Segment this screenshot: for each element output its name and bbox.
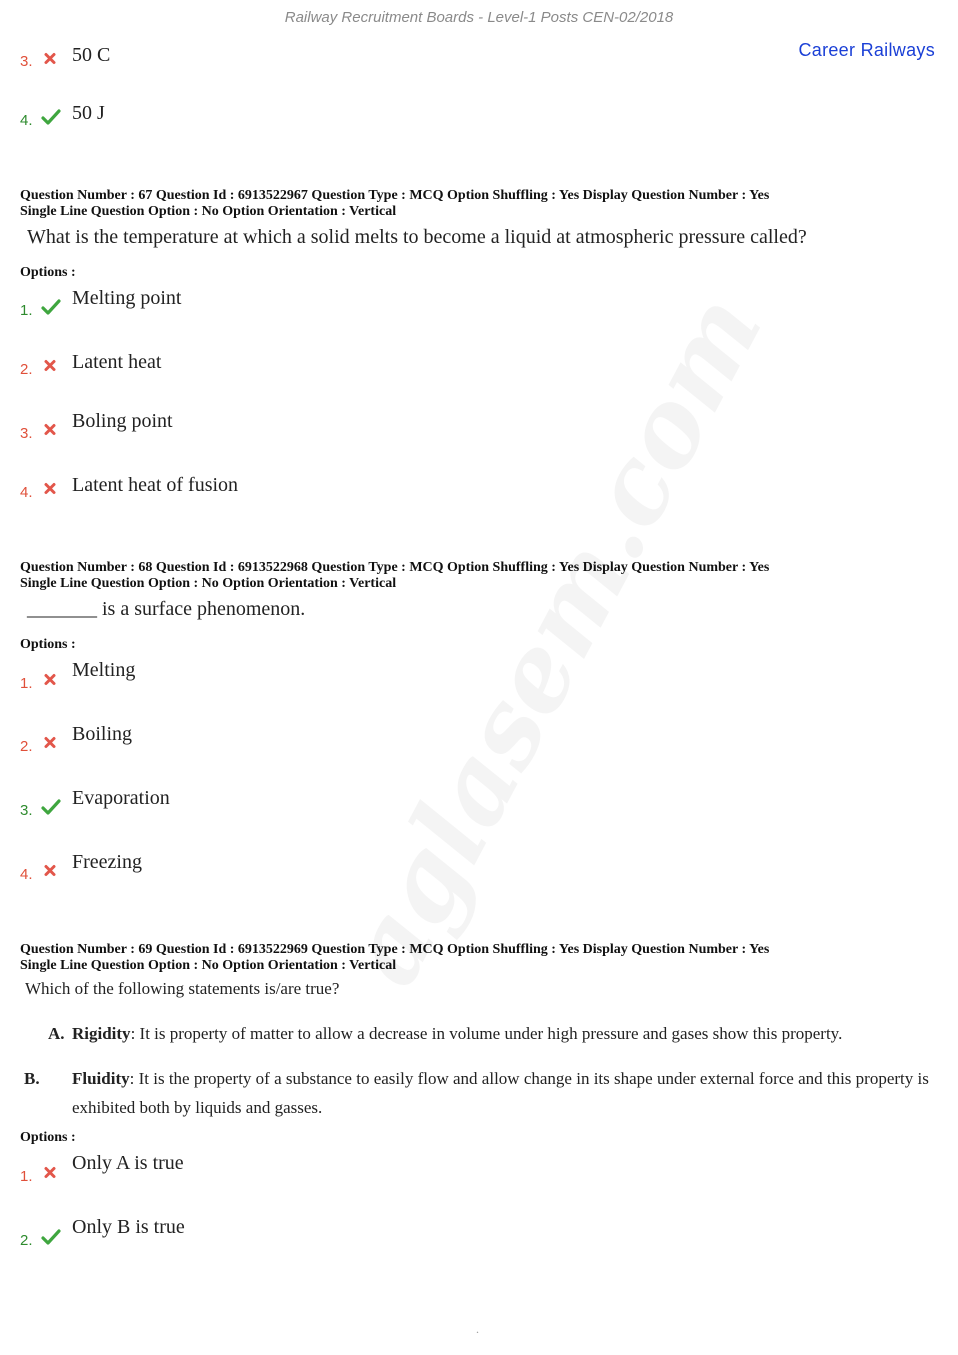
statement-body: : It is the property of a substance to easily flow and allow change in its shape under external force and this property is exhibited both by liquids and gasses. xyxy=(72,1069,929,1117)
options-label: Options : xyxy=(20,637,76,652)
question-meta-line2: Single Line Question Option : No Option Orientation : Vertical xyxy=(20,958,397,973)
option-text: Boling point xyxy=(72,410,173,432)
footer-mark: . xyxy=(476,1322,479,1336)
cross-icon xyxy=(41,1165,61,1181)
option-text: Melting point xyxy=(72,287,182,309)
question-text: _______ is a surface phenomenon. xyxy=(27,598,306,620)
option-text: 50 J xyxy=(72,102,105,124)
option-text: Latent heat xyxy=(72,351,162,373)
options-label: Options : xyxy=(20,1130,76,1145)
cross-icon xyxy=(41,735,61,751)
option-number: 2. xyxy=(20,738,33,755)
watermark xyxy=(320,399,720,1004)
page-header-title: Railway Recruitment Boards - Level-1 Posts CEN-02/2018 xyxy=(284,9,674,26)
question-meta-line1: Question Number : 69 Question Id : 6913522969 Question Type : MCQ Option Shuffling : Yes Display Question Number : Yes xyxy=(20,942,770,957)
cross-icon xyxy=(41,672,61,688)
option-number: 2. xyxy=(20,1232,33,1249)
statement-b xyxy=(24,1064,938,1122)
option-number: 4. xyxy=(20,484,33,501)
option-text: Only A is true xyxy=(72,1152,184,1174)
option-text: Latent heat of fusion xyxy=(72,474,239,496)
cross-icon xyxy=(41,422,61,438)
check-icon xyxy=(41,299,61,315)
option-text: Only B is true xyxy=(72,1216,185,1238)
cross-icon xyxy=(41,51,61,67)
statement-term: Rigidity xyxy=(72,1024,131,1043)
option-text: Melting xyxy=(72,659,136,681)
cross-icon xyxy=(41,863,61,879)
statement-label: A. xyxy=(48,1024,65,1043)
question-meta-line1: Question Number : 68 Question Id : 6913522968 Question Type : MCQ Option Shuffling : Yes Display Question Number : Yes xyxy=(20,560,770,575)
check-icon xyxy=(41,1229,61,1245)
option-text: Boiling xyxy=(72,723,133,745)
statement-body: : It is property of matter to allow a decrease in volume under high pressure and gases show this property. xyxy=(130,1024,843,1043)
option-number: 3. xyxy=(20,425,33,442)
option-number: 1. xyxy=(20,1168,33,1185)
check-icon xyxy=(41,799,61,815)
option-text: Freezing xyxy=(72,851,142,873)
cross-icon xyxy=(41,481,61,497)
option-number: 1. xyxy=(20,675,33,692)
question-meta-line2: Single Line Question Option : No Option Orientation : Vertical xyxy=(20,576,397,591)
option-number: 4. xyxy=(20,112,33,129)
option-number: 3. xyxy=(20,802,33,819)
option-number: 1. xyxy=(20,302,33,319)
statement-label: B. xyxy=(24,1069,40,1088)
option-number: 4. xyxy=(20,866,33,883)
statement-term: Fluidity xyxy=(72,1069,130,1088)
option-number: 3. xyxy=(20,53,33,70)
question-meta-line2: Single Line Question Option : No Option Orientation : Vertical xyxy=(20,204,397,219)
statement-a xyxy=(48,1019,938,1048)
cross-icon xyxy=(41,358,61,374)
option-text: Evaporation xyxy=(72,787,170,809)
options-label: Options : xyxy=(20,265,76,280)
brand-label: Career Railways xyxy=(798,40,935,60)
check-icon xyxy=(41,109,61,125)
question-text: What is the temperature at which a solid melts to become a liquid at atmospheric pressure called? xyxy=(27,226,807,248)
option-text: 50 C xyxy=(72,44,111,66)
question-meta-line1: Question Number : 67 Question Id : 6913522967 Question Type : MCQ Option Shuffling : Yes Display Question Number : Yes xyxy=(20,188,770,203)
option-number: 2. xyxy=(20,361,33,378)
question-text: Which of the following statements is/are true? xyxy=(25,979,340,998)
